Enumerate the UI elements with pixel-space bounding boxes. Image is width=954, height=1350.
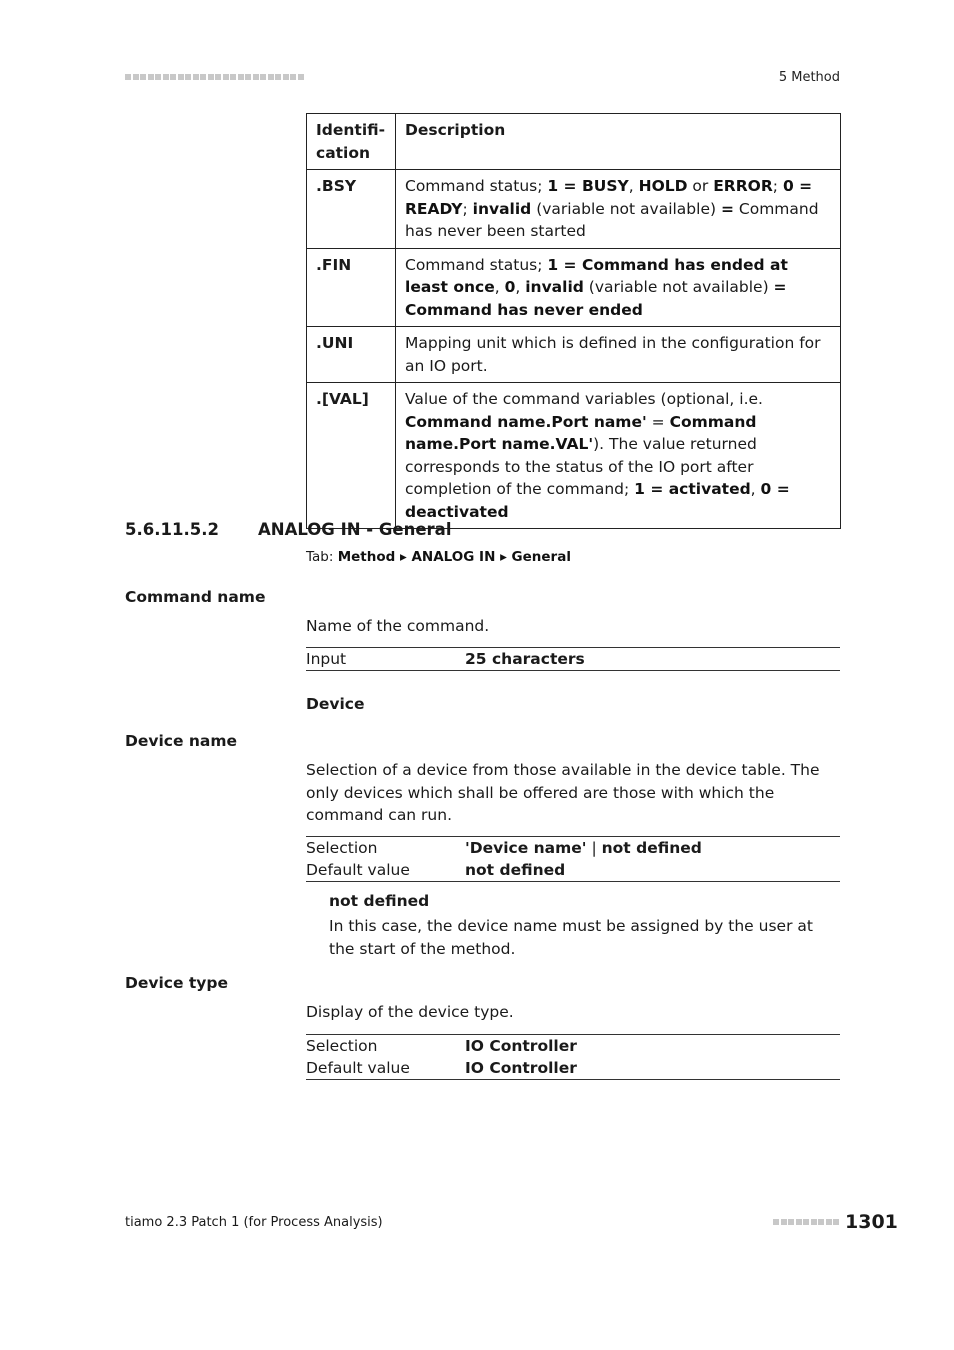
tab-path-value: Method ▸ ANALOG IN ▸ General [337,549,571,565]
chapter-title: 5 Method [778,70,840,85]
selection-option: not defined [601,839,702,857]
identifier-cell: .FIN [307,248,396,327]
decoration-square [811,1219,817,1225]
description-cell [396,383,841,529]
identifier-cell: .[VAL] [307,383,396,529]
description-text: , [515,278,526,296]
decoration-square [833,1219,839,1225]
table-row [307,327,841,383]
note-title: not defined [329,892,430,910]
device-subheading: Device [306,695,365,713]
decoration-square [788,1219,794,1225]
description-text: Command has never been started [405,199,819,240]
description-text: , [628,177,639,195]
footer-doc-title: tiamo 2.3 Patch 1 (for Process Analysis) [125,1215,383,1230]
table-row [307,170,841,249]
device-name-label: Device name [125,732,238,750]
description-text: ). The value returned corresponds to the status of the IO port after completion of the command; [405,435,757,498]
property-row [306,1057,840,1080]
description-text: (variable not available) [531,199,721,218]
description-text: ; [462,199,473,218]
decoration-square [148,74,154,80]
decoration-square [193,74,199,80]
decoration-square [298,74,304,80]
decoration-square [223,74,229,80]
description-text: or [687,177,714,195]
property-row [306,1035,840,1058]
decoration-square [238,74,244,80]
emphasis-text: Command name.Port name' [405,412,647,431]
command-name-description: Name of the command. [306,617,490,635]
decoration-square [796,1219,802,1225]
decoration-square [253,74,259,80]
table-row [307,248,841,327]
property-row [306,648,840,671]
section-title: ANALOG IN - General [258,520,452,539]
description-text: = [646,412,670,431]
decoration-square [133,74,139,80]
emphasis-text: 0 [504,278,516,296]
emphasis-text: ERROR [713,177,773,195]
property-row [306,837,840,860]
decoration-square [773,1219,779,1225]
decoration-square [178,74,184,80]
input-value: 25 characters [465,650,585,668]
selection-key: Selection [306,1037,378,1055]
page-number: 1301 [845,1211,898,1233]
property-row [306,859,840,882]
emphasis-text: 0 = deactivated [405,480,790,521]
emphasis-text: invalid [472,199,532,218]
default-key: Default value [306,1059,410,1077]
decoration-square [275,74,281,80]
selection-value: IO Controller [465,1037,577,1055]
decoration-square [163,74,169,80]
identifier-cell: .BSY [307,170,396,249]
decoration-square [200,74,206,80]
selection-value [465,837,840,860]
decoration-square [268,74,274,80]
description-text: Command status; [405,177,548,195]
footer-decoration [773,1219,841,1225]
description-text: Value of the command variables (optional, i.e. [405,390,763,408]
emphasis-text: 1 = BUSY [547,177,629,195]
description-text: Mapping unit which is defined in the configuration for an IO port. [405,334,821,375]
tab-prefix: Tab: [306,549,338,565]
selection-option: 'Device name' [465,839,587,857]
device-type-label: Device type [125,974,229,992]
decoration-square [230,74,236,80]
table-row [307,383,841,529]
input-key: Input [306,650,347,668]
emphasis-text: HOLD [638,177,688,195]
identifier-cell: .UNI [307,327,396,383]
decoration-square [140,74,146,80]
selection-separator: | [586,839,602,857]
description-text: Command status; [405,255,548,274]
device-name-description: Selection of a device from those available in the device table. The only devices which shall be offered are those with which the command can run. [306,761,820,824]
emphasis-text: = Command has never ended [405,278,787,319]
identification-table [306,113,841,529]
device-type-properties [306,1034,840,1080]
decoration-square [781,1219,787,1225]
device-type-description: Display of the device type. [306,1003,514,1021]
decoration-square [260,74,266,80]
command-name-label: Command name [125,588,266,606]
decoration-square [185,74,191,80]
section-number: 5.6.11.5.2 [125,520,219,539]
decoration-square [215,74,221,80]
decoration-square [245,74,251,80]
default-key: Default value [306,861,410,879]
decoration-square [155,74,161,80]
default-value: not defined [465,861,566,879]
decoration-square [208,74,214,80]
note-body: In this case, the device name must be assigned by the user at the start of the method. [329,917,813,958]
header-decoration [125,74,305,80]
table-header-row [307,114,841,170]
decoration-square [283,74,289,80]
emphasis-text: Command name.Port name.VAL' [405,412,757,453]
emphasis-text: 1 = activated [634,480,751,498]
emphasis-text: = [720,199,734,218]
tab-path [306,549,571,565]
description-text: , [750,480,761,498]
decoration-square [125,74,131,80]
description-cell [396,327,841,383]
default-value: IO Controller [465,1059,577,1077]
emphasis-text: 1 = Command has ended at least once [405,255,788,296]
header-description: Description [396,114,841,170]
emphasis-text: 0 = READY [405,177,813,218]
emphasis-text: invalid [525,278,584,296]
header-identification: Identifi- cation [307,114,396,170]
selection-key: Selection [306,839,378,857]
decoration-square [826,1219,832,1225]
command-name-properties [306,647,840,671]
decoration-square [803,1219,809,1225]
decoration-square [170,74,176,80]
decoration-square [290,74,296,80]
decoration-square [818,1219,824,1225]
description-cell [396,248,841,327]
description-text: (variable not available) [583,278,774,296]
description-text: ; [772,177,783,195]
device-name-properties [306,836,840,882]
description-cell [396,170,841,249]
description-text: , [494,278,505,296]
